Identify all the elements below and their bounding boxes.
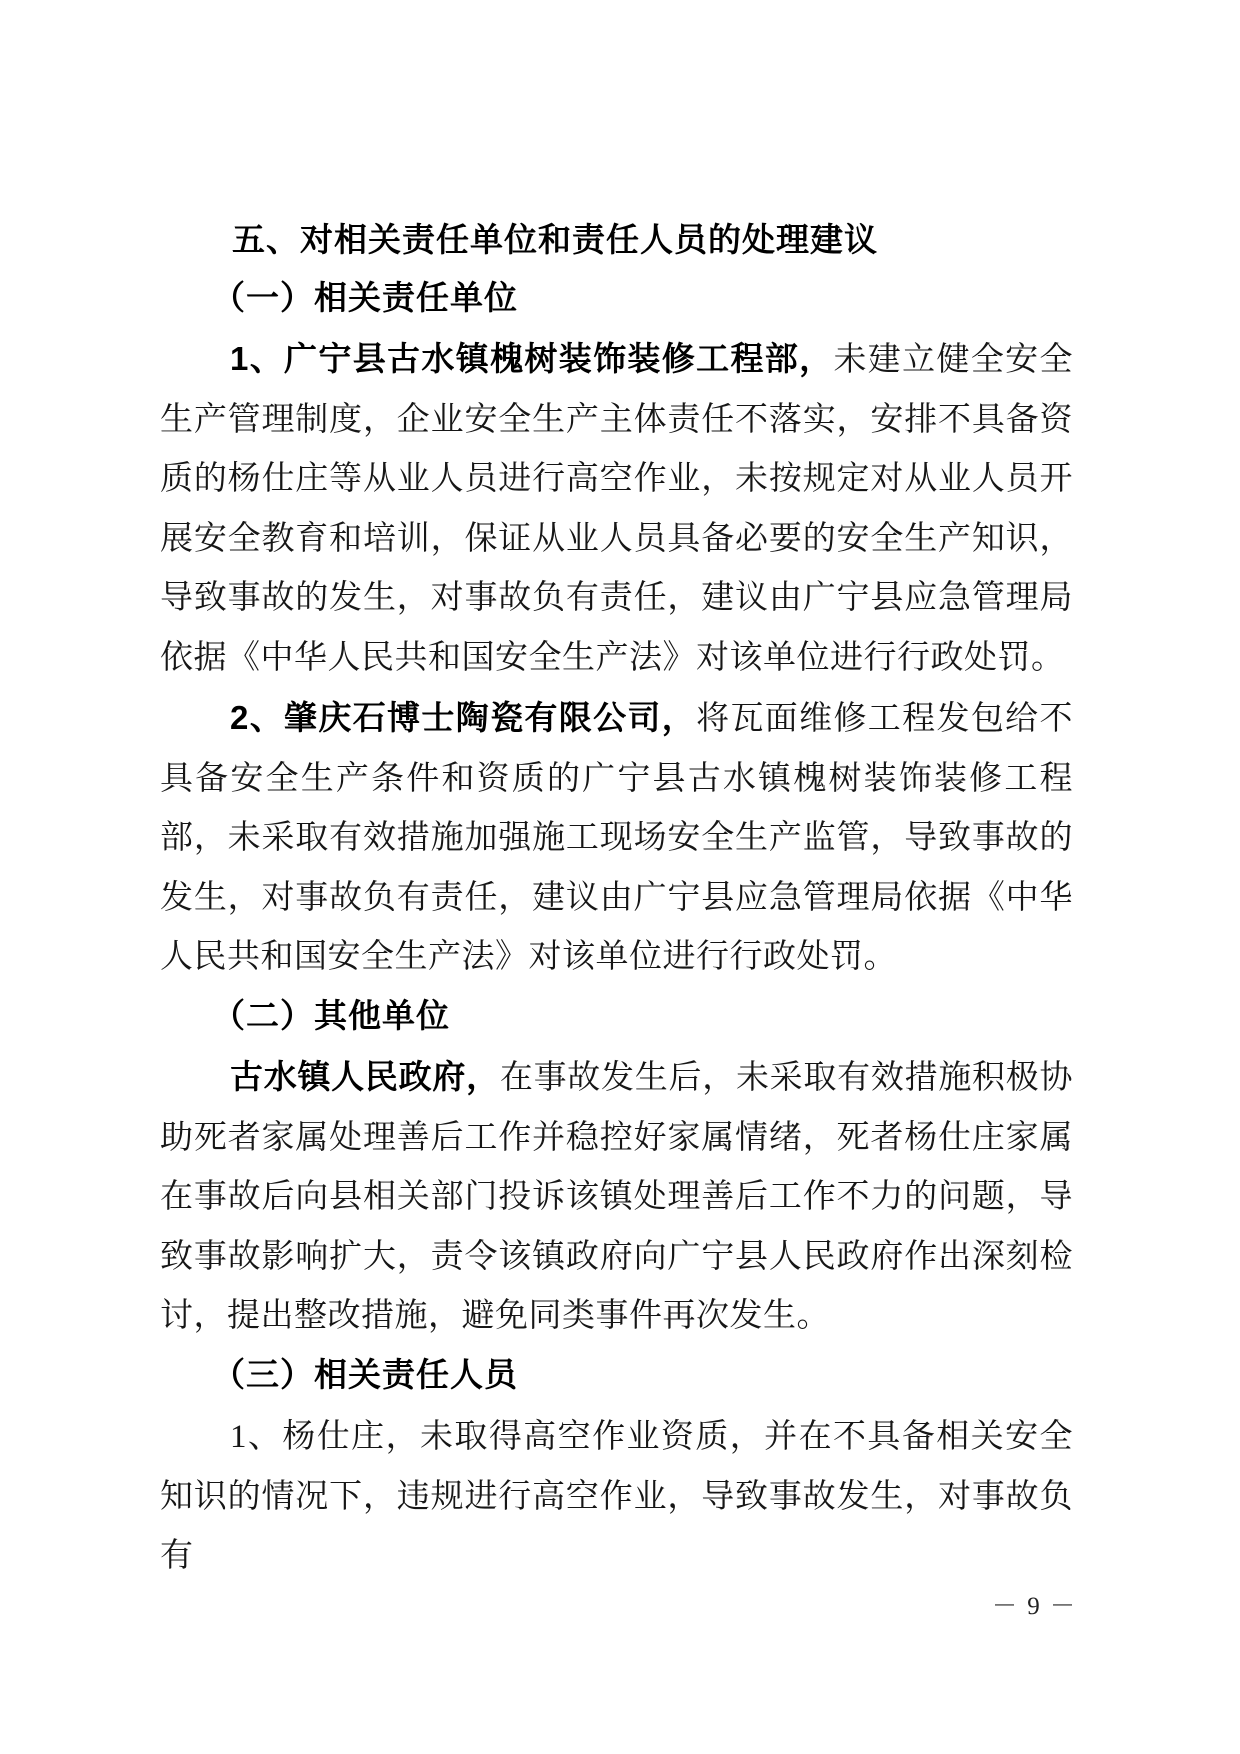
paragraph-text: 1、杨仕庄，未取得高空作业资质，并在不具备相关安全知识的情况下，违规进行高空作业，导致事故发生，对事故负有 — [160, 1419, 1073, 1574]
paragraph-text: 在事故发生后，未采取有效措施积极协助死者家属处理善后工作并稳控好家属情绪，死者杨仕庄家属在事故后向县相关部门投诉该镇处理善后工作不力的问题，导致事故影响扩大，责令该镇政府向广宁县人民政府作出深刻检讨，提出整改措施，避免同类事件再次发生。 — [160, 1060, 1074, 1334]
paragraph-text: 将瓦面维修工程发包给不具备安全生产条件和资质的广宁县古水镇槐树装饰装修工程部，未采取有效措施加强施工现场安全生产监管，导致事故的发生，对事故负有责任，建议由广宁县应急管理局依据《中华人民共和国安全生产法》对该单位进行行政处罚。 — [160, 701, 1074, 975]
paragraph-town-government — [160, 1047, 1073, 1347]
section-heading: 五、对相关责任单位和责任人员的处理建议 — [232, 221, 878, 258]
paragraph-lead: 古水镇人民政府， — [230, 1058, 500, 1095]
paragraph-unit-2 — [160, 688, 1073, 988]
page-number: － 9 － — [991, 1593, 1077, 1620]
subsection-title-responsible-units: （一）相关责任单位 — [212, 280, 518, 317]
paragraph-lead: 2、肇庆石博士陶瓷有限公司， — [230, 699, 697, 736]
document-body — [160, 210, 1073, 1587]
paragraph-lead: 1、广宁县古水镇槐树装饰装修工程部， — [230, 340, 834, 377]
paragraph-text: 未建立健全安全生产管理制度，企业安全生产主体责任不落实，安排不具备资质的杨仕庄等从业人员进行高空作业，未按规定对从业人员开展安全教育和培训，保证从业人员具备必要的安全生产知识，导致事故的发生，对事故负有责任，建议由广宁县应急管理局依据《中华人民共和国安全生产法》对该单位进行行政处罚。 — [160, 342, 1074, 676]
subsection-title-other-units: （二）其他单位 — [212, 998, 450, 1035]
paragraph-unit-1 — [160, 329, 1073, 688]
paragraph-person-1 — [160, 1406, 1073, 1587]
subsection-title-responsible-persons: （三）相关责任人员 — [212, 1357, 518, 1394]
